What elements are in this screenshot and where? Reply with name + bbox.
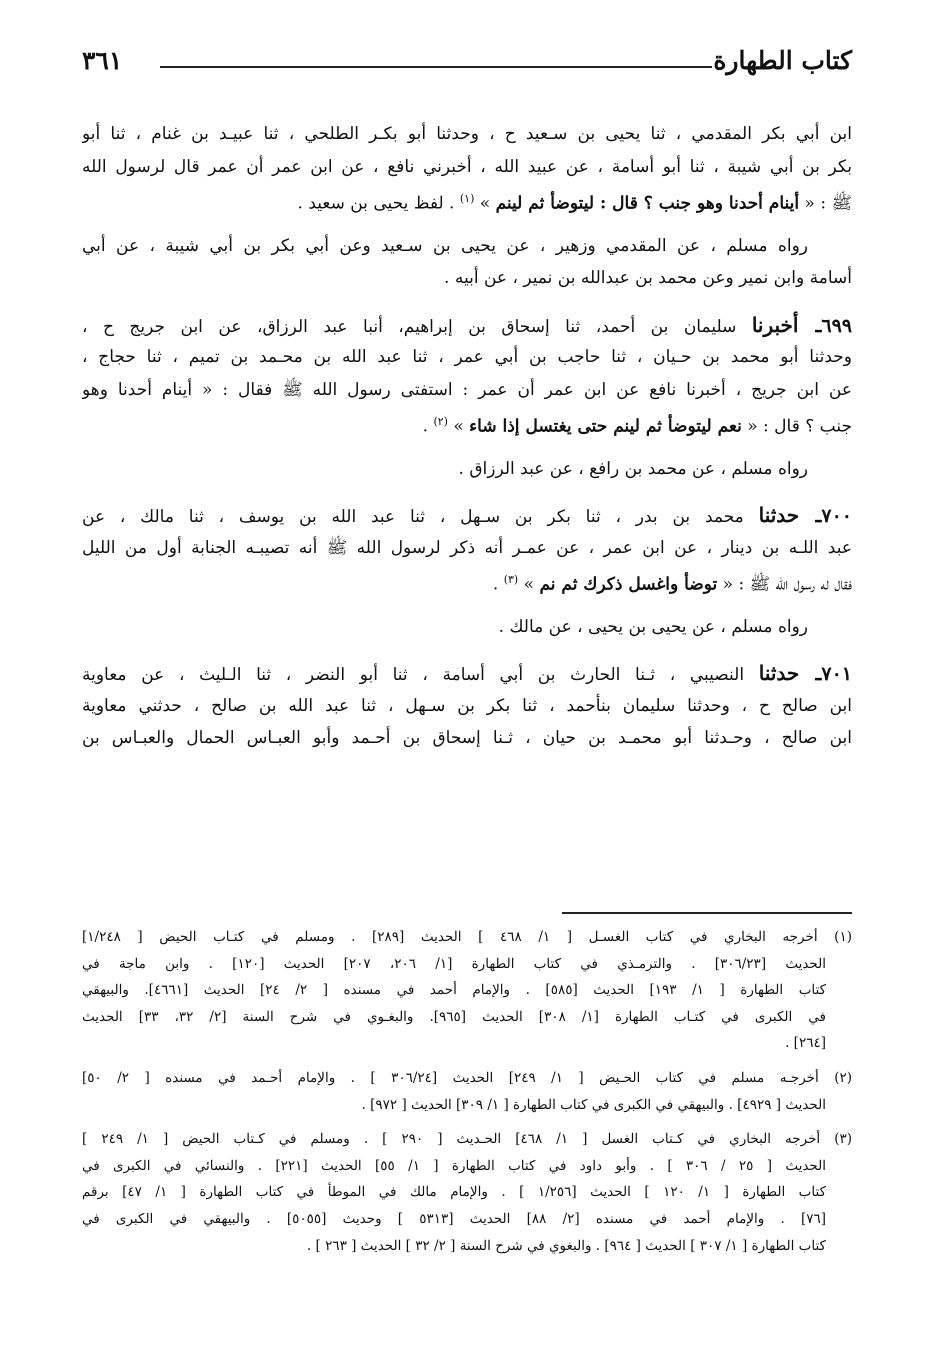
text-line	[82, 406, 852, 439]
hadith-quote: نعم ليتوضأ ثم لينم حتى يغتسل إذا شاء	[469, 416, 742, 437]
hadith-heading-701	[82, 657, 852, 690]
text-line	[82, 183, 852, 216]
running-header	[82, 46, 852, 86]
text-segment: سليمان بن أحمد، ثنا إسحاق بن إبراهيم، أنبا عبد الرزاق، عن ابن جريج ح ،	[82, 316, 737, 337]
footnote-line: كتاب الطهارة [ ١/ ١٩٣] الحديث [٥٨٥] . والإمام أحمد في مسنده [ ٢/ ٢٤] الحديث [٤٦٦١]. والبيهقي	[82, 982, 827, 999]
text-segment: جنب ؟ قال : «	[747, 416, 852, 437]
text-line: بكر بن أبي شيبة ، ثنا أبو أسامة ، عن عبيد الله ، أخبرني نافع ، عن ابن عمر أن عمر قال لرسول الله	[82, 156, 852, 177]
hadith-number: ٧٠١	[821, 663, 852, 685]
footnote-line: الحديث [ ٤٩٢٩] . والبيهقي في الكبرى في كتاب الطهارة [ ١/ ٣٠٩] الحديث [ ٩٧٢] .	[361, 1096, 826, 1113]
hadith-quote: أينام أحدنا وهو جنب ؟ قال : ليتوضأ ثم لينم	[495, 193, 800, 214]
text-line: أسامة وابن نمير وعن محمد بن عبدالله بن نمير ، عن أبيه .	[444, 268, 852, 288]
text-segment: »	[453, 416, 464, 437]
footnote-3: (٣) أخرجه البخاري في كـتاب الغسل [ ١/ ٤٦٨] الحـديث [ ٢٩٠ ] . ومسلم في كـتاب الحيض [ ١/ ٢٤٩ ]	[82, 1131, 852, 1148]
text-line: ابن أبي بكر المقدمي ، ثنا يحيى بن سـعيد ح ، وحدثنا أبو بكـر الطلحي ، ثنا عبيـد بن غنام ، ثنا أبو	[82, 124, 852, 144]
main-text	[82, 118, 852, 755]
hadith-heading-700	[82, 499, 852, 532]
text-segment: فقال له رسول الله ﷺ : «	[722, 574, 852, 595]
footnote-line: الحديث [٣٠٦/٢٣] . والترمـذي في كتاب الطهارة [١/ ٢٠٦، ٢٠٧] الحديث [١٢٠] . وابن ماجة في	[82, 955, 826, 972]
footnote-1: (١) أخرجه البخاري في كتاب الغسـل [ ١/ ٤٦٨ ] الحديث [٢٨٩] . ومسلم في كتـاب الحيض [ ١/٢٤٨]	[82, 929, 852, 945]
footnote-line: الحديث [ ٢٥ / ٣٠٦ ] . وأبو داود في كتاب الطهارة [ ١/ ٥٥] الحديث [٢٢١] . والنسائي في الكبرى في	[82, 1157, 827, 1174]
text-line: رواه مسلم ، عن يحيى بن يحيى ، عن مالك .	[498, 616, 808, 637]
hadith-lead-word: ـ حدثنا	[758, 503, 822, 527]
hadith-lead-word: ـ حدثنا	[758, 661, 822, 685]
footnote-line: في الكبرى في كتـاب الطهارة [١/ ٣٠٨] الحديث [٩٦٥]. والبغـوي في شرح السنة [٢/ ٣٢، ٣٣] الحديث	[82, 1008, 827, 1025]
text-segment: . لفظ يحيى بن سعيد .	[297, 193, 455, 214]
text-segment: »	[523, 574, 535, 595]
footnote-line: كتاب الطهارة [ ١/ ١٢٠ ] الحديث [١/٢٥٦ ] . والإمام مالك في الموطأ في كتاب الطهارة [ ١/ ٤٧] برقم	[82, 1184, 827, 1201]
footnote-ref[interactable]: (١)	[459, 192, 475, 205]
text-line: وحدثنا أبو محمد بن حـيان ، ثنا حاجب بن أبي عمر ، ثنا عبد الله بن محـمد بن تميم ، ثنا حجاج ،	[82, 347, 852, 367]
text-segment: .	[492, 574, 499, 595]
hadith-number: ٧٠٠	[821, 505, 852, 527]
footnote-line: [٧٦] . والإمام أحمد في مسنده [٢/ ٨٨] الحديث [٥٣١٣ ] وحديث [٥٠٥٥] . والبيهقي في الكبرى في	[82, 1210, 827, 1227]
footnote-line: كتاب الطهارة [ ١/ ٣٠٧ ] الحديث [ ٩٦٤] . والبغوي في شرح السنة [ ٢/ ٣٢ ] الحديث [ ٢٦٣ ] .	[306, 1237, 826, 1254]
text-line: عبد اللـه بن دينار ، عن ابن عمر ، عن عمـر أنه ذكر لرسول الله ﷺ أنه تصيبـه الجنابة أول من الليل	[82, 537, 852, 558]
text-line: عن ابن جريج ، أخبرنا نافع عن ابن عمر أن عمر : استفتى رسول الله ﷺ فقال : « أينام أحدنا وهو	[82, 379, 852, 400]
footnote-ref[interactable]: (٣)	[503, 573, 519, 586]
text-line: رواه مسلم ، عن محمد بن رافع ، عن عبد الرزاق .	[458, 458, 808, 479]
hadith-number: ٦٩٩	[821, 314, 852, 337]
text-segment: النصيبي ، ثـنا الحارث بن أبي أسامة ، ثنا أبو النضر ، ثنا الـليث ، عن معاوية	[82, 665, 745, 685]
hadith-lead-word: ـ أخبرنا	[751, 312, 822, 337]
page-number: ٣٦١	[82, 46, 123, 75]
text-line	[82, 564, 852, 597]
text-line: ابن صالح ، وحـدثنا أبو محمـد بن حيان ، ثـنا إسحاق بن أحـمد وأبو العبـاس الحمال والعبـاس بن	[82, 728, 852, 748]
footnote-separator	[562, 912, 852, 914]
text-line: رواه مسلم ، عن المقدمي وزهير ، عن يحيى بن سـعيد وعن أبي بكر بن أبي شيبة ، عن أبي	[82, 235, 808, 256]
text-segment: »	[479, 193, 491, 214]
header-rule	[160, 66, 712, 68]
hadith-quote: توضأ واغسل ذكرك ثم نم	[539, 574, 718, 595]
footnote-line: [٢٦٤] .	[785, 1035, 826, 1052]
chapter-title: كتاب الطهارة	[713, 46, 852, 75]
text-segment: ﷺ : «	[804, 193, 852, 214]
footnote-ref[interactable]: (٢)	[433, 415, 448, 428]
footnotes	[82, 924, 852, 1259]
hadith-heading-699	[82, 309, 852, 342]
text-segment: محمد بن بدر ، ثنا بكر بن سـهل ، ثنا عبد الله بن يوسف ، ثنا مالك ، عن	[82, 507, 744, 527]
text-segment: .	[422, 416, 429, 437]
text-line: ابن صالح ح ، وحدثنا سليمان بنأحمد ، ثنا بكر بن سـهل ، ثنا عبد الله بن صالح ، حدثني معاوية	[82, 695, 852, 716]
footnote-2: (٢) أخرجـه مسلم في كتاب الحـيض [ ١/ ٢٤٩] الحديث [٣٠٦/٢٤ ] . والإمام أحـمد في مسنده [ ٢/ ٥٠]	[82, 1069, 852, 1086]
